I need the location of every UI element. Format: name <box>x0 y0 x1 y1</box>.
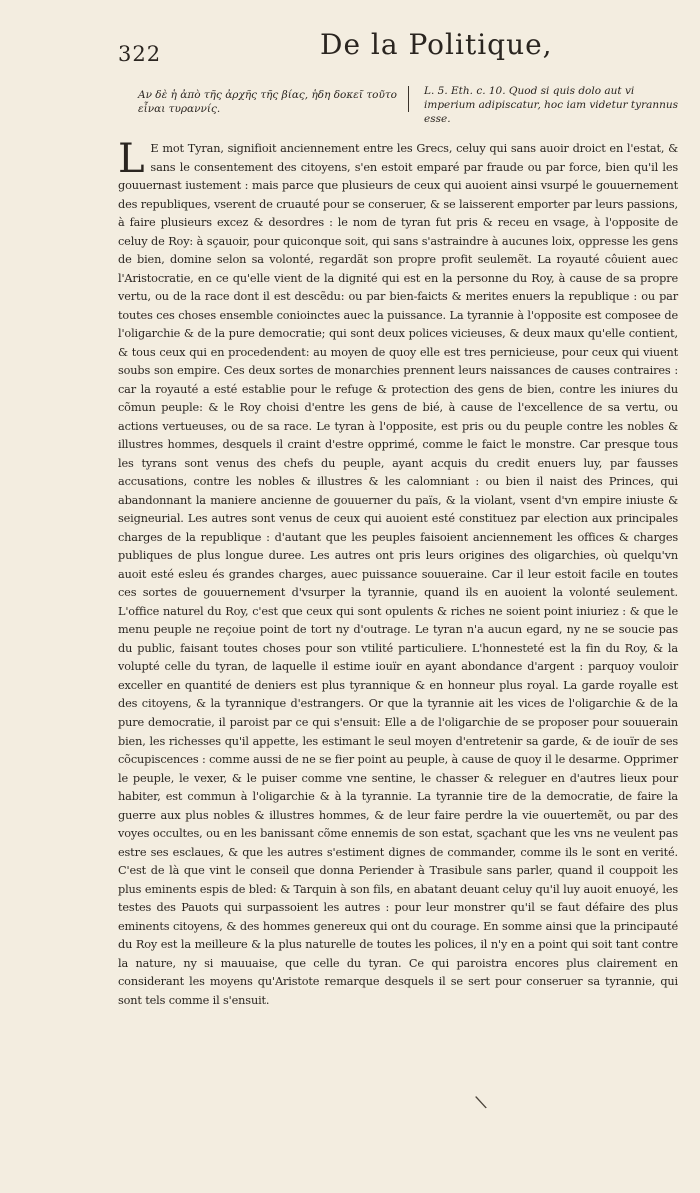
greek-margin-note: Αν δὲ ἡ ἀπὸ τῆς ἀρχῆς τῆς βίας, ἡδη δοκεῖ τοῦτο εἶναι τυραννίς. <box>138 89 397 115</box>
main-paragraph <box>118 136 678 1010</box>
running-title: De la Politique, <box>320 28 553 61</box>
paragraph-text: E mot Tyran, signifioit anciennement entre les Grecs, celuy qui sans auoir droict en l'estat, & sans le consentement des citoyens, s'en estoit emparé par fraude ou par force, bien qu'il les gouuernast iustement : mais parce que plusieurs de ceux qui auoient ainsi vsurpé le gouuernement des republiques, vserent de cruauté pour se conseruer, & se laisserent emporter par leurs passions, à faire plusieurs excez & desordres : le nom de tyran fut pris & receu en vsage, à l'opposite de celuy de Roy: à sçauoir, pour quiconque soit, qui sans s'astraindre à aucunes loix, oppresse les gens de bien, domine selon sa volonté, regardãt son propre profit seulemẽt. La royauté côuient auec l'Aristocratie, en ce qu'elle vient de la dignité qui est en la personne du Roy, à cause de sa propre vertu, ou de la race dont il est descẽdu: ou par bien-faicts & merites enuers la republique : ou par toutes ces choses ensemble conioinctes auec la puissance. La tyrannie à l'opposite est composee de l'oligarchie & de la pure democratie; qui sont deux polices vicieuses, & deux maux qu'elle contient, & tous ceux qui en procedendent: au moyen de quoy elle est tres pernicieuse, pour ceux qui viuent soubs son empire. Ces deux sortes de monarchies prennent leurs naissances de causes contraires : car la royauté a esté establie pour le refuge & protection des gens de bien, contre les iniures du cõmun peuple: & le Roy choisi d'entre les gens de bié, à cause de l'excellence de sa vertu, ou actions vertueuses, ou de sa race. Le tyran à l'opposite, est pris ou du peuple contre les nobles & illustres hommes, desquels il craint d'estre opprimé, comme le faict le monstre. Car presque tous les tyrans sont venus des chefs du peuple, ayant acquis du credit enuers luy, par fausses accusations, contre les nobles & illustres & les calomniant : ou bien il naist des Princes, qui abandonnant la maniere ancienne de gouuerner du païs, & la violant, vsent d'vn empire iniuste & seigneurial. Les autres sont venus de ceux qui auoient esté constituez par election aux principales charges de la republique : d'autant que les peuples faisoient anciennement les offices & charges publiques de plus longue duree. Les autres ont pris leurs origines des oligarchies, où quelqu'vn auoit esté esleu és grandes charges, auec puissance souueraine. Car il leur estoit facile en toutes ces sortes de gouuernement d'vsurper la tyrannie, quand ils en auoient la volonté seulement. L'office naturel du Roy, c'est que ceux qui sont opulents & riches ne soient point iniuriez : & que le menu peuple ne reçoiue point de tort ny d'outrage. Le tyran n'a aucun egard, ny ne se soucie pas du public, faisant toutes choses pour son vtilité particuliere. L'honnesteté est la fin du Roy, & la volupté celle du tyran, de laquelle il estime iouïr en ayant abondance d'argent : parquoy vouloir exceller en quantité de deniers est plus tyrannique & en honneur plus royal. La garde royalle est des citoyens, & la tyrannique d'estrangers. Or que la tyrannie ait les vices de l'oligarchie & de la pure democratie, il paroist par ce qui s'ensuit: Elle a de l'oligarchie de se proposer pour souuerain bien, les richesses qu'il appette, les estimant le seul moyen d'entretenir sa garde, & de iouïr de ses cõcupiscences : comme aussi de ne se fier point au peuple, à cause de quoy il le desarme. Opprimer le peuple, le vexer, & le puiser comme vne sentine, le chasser & releguer en d'autres lieux pour habiter, est commun à l'oligarchie & à la tyrannie. La tyrannie tire de la democratie, de faire la guerre aux plus nobles & illustres hommes, & de leur faire perdre la vie ouuertemẽt, ou par des voyes occultes, ou en les banissant cõme ennemis de son estat, sçachant que les vns ne veulent pas estre ses esclaues, & que les autres s'estiment dignes de commander, comme ils le sont en verité. C'est de là que vint le conseil que donna Periender à Trasibule sans parler, quand il couppoit les plus eminents espis de bled: & Tarquin à son fils, en abatant deuant celuy qu'il luy auoit enuoyé, les testes des Pauots qui surpassoient les autres : pour leur monstrer qu'il se faut défaire des plus eminents citoyens, & des hommes genereux qui ont du courage. En somme ainsi que la principauté du Roy est la meilleure & la plus naturelle de toutes les polices, il n'y en a point qui soit tant contre la nature, ny si mauuaise, que celle du tyran. Ce qui paroistra encores plus clairement en considerant les moyens qu'Aristote remarque desquels il se sert pour conseruer sa tyrannie, qui sont tels comme il s'ensuit. <box>118 142 678 1007</box>
stray-mark: \ <box>473 1091 489 1114</box>
page-number: 322 <box>118 42 162 66</box>
note-divider <box>408 86 409 112</box>
drop-cap: L <box>118 136 145 182</box>
latin-margin-note: L. 5. Eth. c. 10. Quod si quis dolo aut vi imperium adipiscatur, hoc iam videtur tyrannus esse. <box>424 85 679 125</box>
